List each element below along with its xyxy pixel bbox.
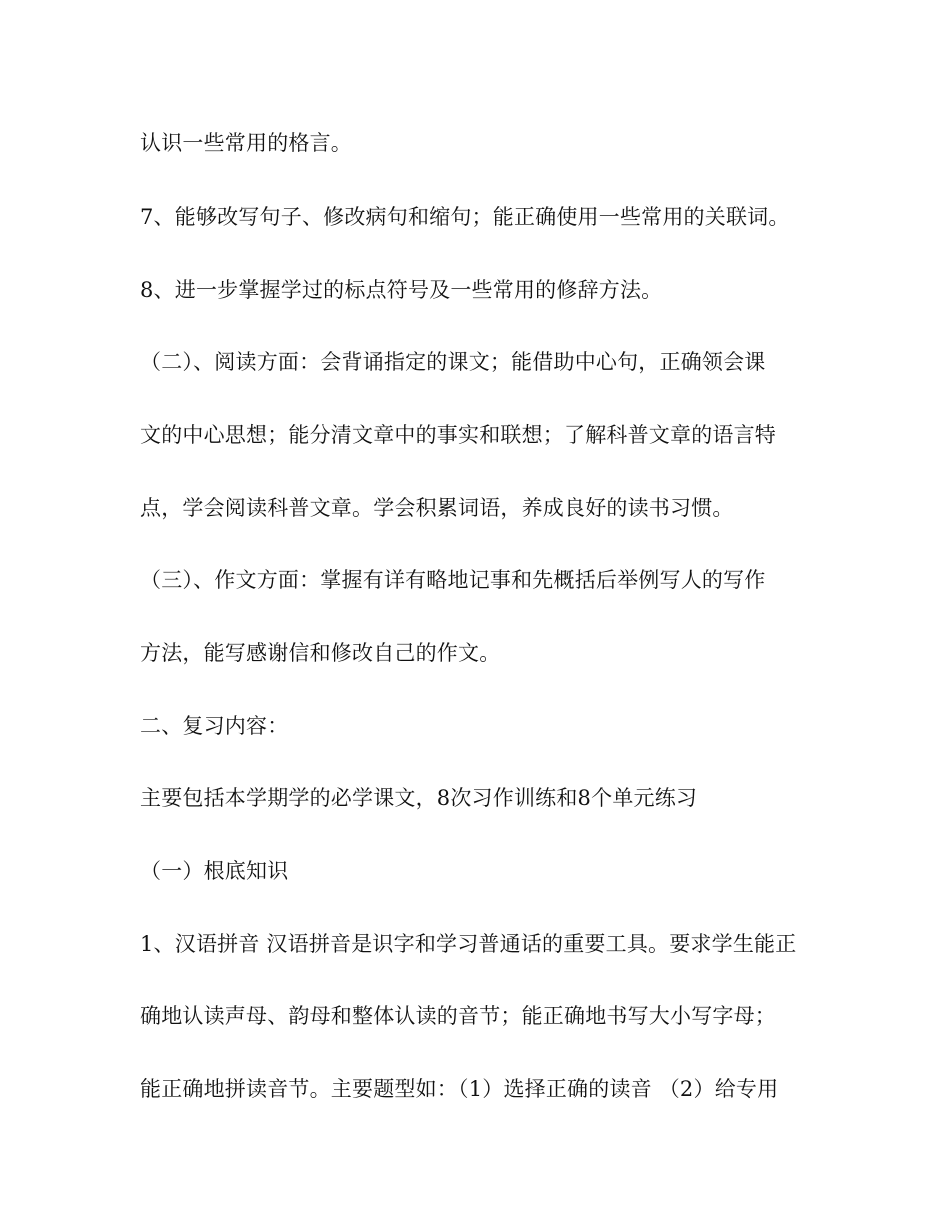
text-line-12: 1、汉语拼音 汉语拼音是识字和学习普通话的重要工具。要求学生能正 <box>140 932 797 956</box>
text-line-11: （一）根底知识 <box>140 859 289 883</box>
text-line-6: 点，学会阅读科普文章。学会积累词语，养成良好的读书习惯。 <box>140 496 734 520</box>
text-line-2: 7、能够改写句子、修改病句和缩句；能正确使用一些常用的关联词。 <box>140 205 790 229</box>
text-line-9: 二、复习内容： <box>140 714 289 738</box>
text-line-8: 方法，能写感谢信和修改自己的作文。 <box>140 641 501 665</box>
text-line-5: 文的中心思想；能分清文章中的事实和联想；了解科普文章的语言特 <box>140 423 776 447</box>
text-line-4: （二）、阅读方面：会背诵指定的课文；能借助中心句，正确领会课 <box>140 350 766 374</box>
text-line-3: 8、进一步掌握学过的标点符号及一些常用的修辞方法。 <box>140 278 663 302</box>
text-line-1: 认识一些常用的格言。 <box>140 131 352 155</box>
text-line-10: 主要包括本学期学的必学课文，8次习作训练和8个单元练习 <box>140 786 698 810</box>
text-line-7: （三）、作文方面：掌握有详有略地记事和先概括后举例写人的写作 <box>140 568 766 592</box>
text-line-14: 能正确地拼读音节。主要题型如：（1）选择正确的读音 （2）给专用 <box>140 1077 779 1101</box>
text-line-13: 确地认读声母、韵母和整体认读的音节；能正确地书写大小写字母； <box>140 1004 776 1028</box>
